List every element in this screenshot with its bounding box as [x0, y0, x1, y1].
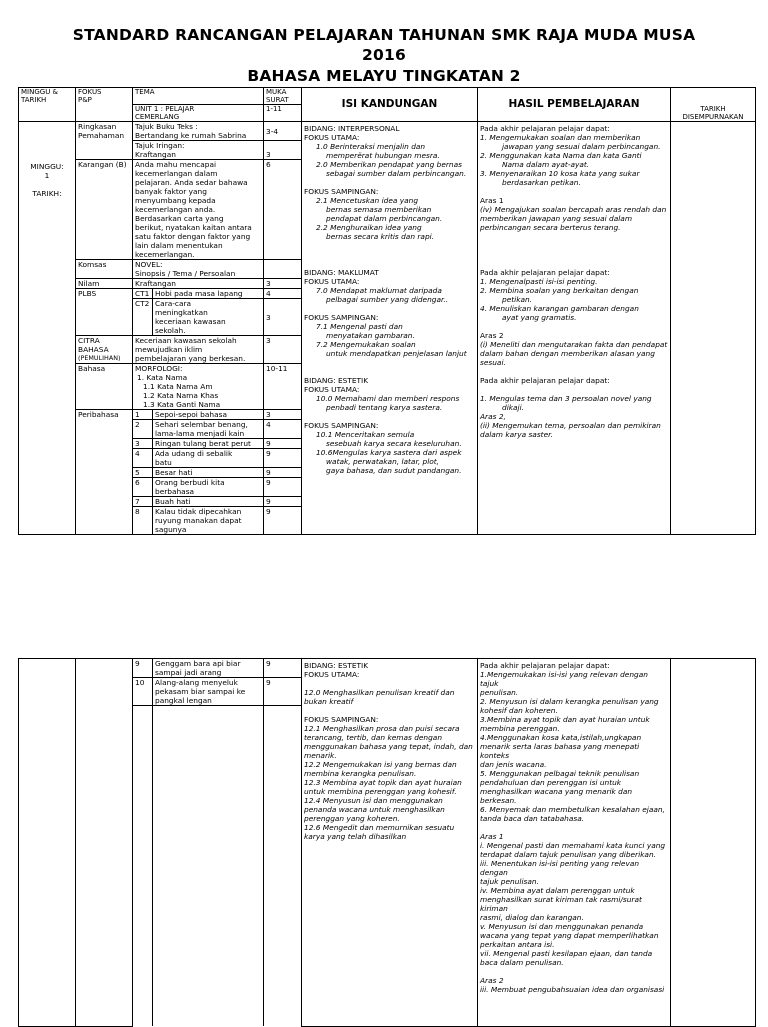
hasil-line: 4. Menuliskan karangan gambaran dengan [480, 304, 639, 313]
isi-line: 1.0 Berinteraksi menjalin dan [316, 142, 426, 151]
isi-bidang-estetik: BIDANG: ESTETIK [304, 376, 369, 385]
fokus-citra [76, 336, 133, 364]
isi-line: 2.1 Mencetuskan idea yang [316, 196, 419, 205]
isi-bidang-interpersonal: BIDANG: INTERPERSONAL [304, 124, 400, 133]
tema-line: berikut, nyatakan kaitan antara [135, 223, 252, 232]
isi-line: 7.1 Mengenal pasti dan [316, 322, 403, 331]
hasil-line: iv. Membina ayat dalam perenggan untuk [480, 886, 635, 895]
hasil-aras: Aras 2 [480, 331, 504, 340]
tema-komsas [133, 260, 264, 279]
isi-fokus-utama-2: FOKUS UTAMA: [304, 277, 360, 286]
tema-line: 1. Kata Nama [137, 373, 188, 382]
peri-num: 10 [133, 678, 153, 706]
tema-citra [133, 336, 264, 364]
hasil-line: dalam karya saster. [480, 430, 553, 439]
header-hasil-pembelajaran: HASIL PEMBELAJARAN [478, 88, 671, 122]
isi-line: 12.1 Menghasilkan prosa dan puisi secara [304, 724, 460, 733]
peri-num: 4 [133, 449, 153, 468]
peri-num: 1 [133, 410, 153, 420]
page-bahasa: 10-11 [264, 364, 302, 410]
hasil-line: 6. Menyemak dan membetulkan kesalahan ejaan, [480, 805, 665, 814]
hasil-line: 3. Menyenaraikan 10 kosa kata yang sukar [480, 169, 640, 178]
peri-text [153, 497, 264, 507]
isi-line: 12.3 Membina ayat topik dan ayat huraian [304, 778, 462, 787]
tema-iringan-2: Kraftangan [135, 150, 176, 159]
hasil-line: jawapan yang sesuai dalam perbincangan. [502, 142, 661, 151]
tema-line: 1.3 Kata Ganti Nama [143, 400, 221, 409]
fokus-ringkasan-2: Pemahaman [78, 131, 125, 140]
isi-fokus-sampingan-2: FOKUS SAMPINGAN: [304, 313, 379, 322]
peri-page: 9 [264, 439, 302, 449]
peri-line: Buah hati [155, 497, 191, 506]
hasil-line: membina perenggan. [480, 724, 560, 733]
isi-fokus-utama-1: FOKUS UTAMA: [304, 133, 360, 142]
hasil-line: berkesan. [480, 796, 517, 805]
header-minggu [19, 88, 76, 122]
hasil-line: vii. Mengenal pasti kesilapan ejaan, dan tanda [480, 949, 653, 958]
fokus-citra-1: CITRA [78, 336, 100, 345]
peri-line: Orang berbudi kita [155, 478, 225, 487]
week-cell [19, 122, 76, 535]
hasil-line: penulisan. [480, 688, 519, 697]
peri-line: pekasam biar sampai ke [155, 687, 246, 696]
tema-iringan [133, 141, 264, 160]
isi-line: menarik. [304, 751, 337, 760]
plan-table-2 [18, 658, 756, 1027]
peri-line: ruyung manakan dapat [155, 516, 242, 525]
header-tarikh2-text: TARIKH [700, 104, 726, 113]
isi-line: karya yang telah dihasilkan [304, 832, 407, 841]
peri-text [153, 659, 264, 678]
isi-kandungan-1 [302, 122, 478, 535]
tema-line: NOVEL: [135, 260, 163, 269]
isi-line: penbadi tentang karya sastera. [326, 403, 443, 412]
peri-page: 3 [264, 410, 302, 420]
tema-line: kecemerlangan. [135, 250, 195, 259]
page-citra: 3 [264, 336, 302, 364]
tema-line: pelajaran. Anda sedar bahawa [135, 178, 248, 187]
hasil-line: memberikan jawapan yang sesuai dalam [480, 214, 633, 223]
doc-title-line2: 2016 [362, 46, 406, 64]
hasil-heading: Pada akhir pelajaran pelajar dapat: [480, 124, 610, 133]
hasil-line: (iv) Mengajukan soalan bercapah aras rendah dan [480, 205, 667, 214]
peri-page: 4 [264, 420, 302, 439]
peri-line: lama-lama menjadi kain [155, 429, 245, 438]
peri-num-empty [133, 706, 153, 1027]
doc-title-line3: BAHASA MELAYU TINGKATAN 2 [247, 67, 521, 85]
fokus-bahasa: Bahasa [76, 364, 133, 410]
peri-line: berbahasa [155, 487, 195, 496]
tema-iringan-1: Tajuk Iringan: [135, 141, 185, 150]
peri-text [153, 410, 264, 420]
peri-num: 3 [133, 439, 153, 449]
hasil-line: 2. Membina soalan yang berkaitan dengan [480, 286, 639, 295]
peri-num: 2 [133, 420, 153, 439]
plbs-ct1: CT1 [133, 289, 153, 299]
isi-line: 10.1 Menceritakan semula [316, 430, 415, 439]
hasil-line: 3.Membina ayat topik dan ayat huraian untuk [480, 715, 650, 724]
hasil-pembelajaran-2 [478, 659, 671, 1027]
tema-line: meningkatkan [155, 308, 208, 317]
hasil-line: tajuk penulisan. [480, 877, 539, 886]
hasil-line: menghasilkan wacana yang menarik dan [480, 787, 633, 796]
doc-title-line1: STANDARD RANCANGAN PELAJARAN TAHUNAN SMK RAJA MUDA MUSA [72, 26, 696, 44]
isi-line: untuk membina perenggan yang kohesif. [304, 787, 457, 796]
isi-fokus-sampingan-3: FOKUS SAMPINGAN: [304, 421, 379, 430]
plbs-ct2: CT2 [133, 299, 153, 336]
isi-line: 10.0 Memahami dan memberi respons [316, 394, 460, 403]
peri-text-empty [153, 706, 264, 1027]
tema-ringkasan-2: Bertandang ke rumah Sabrina [135, 131, 247, 140]
hasil-heading: Pada akhir pelajaran pelajar dapat: [480, 268, 610, 277]
tema-bahasa [133, 364, 264, 410]
hasil-line: perbincangan secara berterus terang. [480, 223, 621, 232]
isi-line: membina kerangka penulisan. [304, 769, 417, 778]
isi-line: 10.6Mengulas karya sastera dari aspek [316, 448, 462, 457]
peri-line: Genggam bara api biar [155, 659, 241, 668]
hasil-line: iii. Menentukan isi-isi penting yang relevan dengan [480, 859, 640, 877]
peri-page: 9 [264, 478, 302, 497]
header-minggu-text: MINGGU & [21, 88, 58, 96]
hasil-line: 2. Menyusun isi dalam kerangka penulisan yang [480, 697, 659, 706]
peri-text [153, 420, 264, 439]
peri-line: batu [155, 458, 172, 467]
hasil-line: terdapat dalam tajuk penulisan yang diberikan. [480, 850, 656, 859]
hasil-line: 1.Mengemukakan isi-isi yang relevan dengan tajuk [480, 670, 648, 688]
hasil-aras: Aras 1 [480, 832, 504, 841]
tema-ringkasan-1: Tajuk Buku Teks : [135, 122, 198, 131]
header-pp-text: P&P [78, 96, 92, 104]
fokus-komsas: Komsas [76, 260, 133, 279]
hasil-line: rasmi, dialog dan karangan. [480, 913, 584, 922]
peri-line: Kalau tidak dipecahkan [155, 507, 242, 516]
tema-karangan [133, 160, 264, 260]
hasil-heading: Pada akhir pelajaran pelajar dapat: [480, 376, 610, 385]
isi-line: terancang, tertib, dan kemas dengan [304, 733, 443, 742]
page-ringkasan: 3-4 [264, 122, 302, 141]
hasil-line: petikan. [502, 295, 533, 304]
unit-page: 1-11 [264, 105, 302, 122]
week-number: 1 [44, 171, 50, 180]
isi-line: 2.2 Menghuraikan idea yang [316, 223, 422, 232]
hasil-line: v. Menyusun isi dan menggunakan penanda [480, 922, 644, 931]
tema-line: Keceriaan kawasan sekolah [135, 336, 237, 345]
hasil-line: 2. Menggunakan kata Nama dan kata Ganti [480, 151, 642, 160]
fokus-ringkasan-1: Ringkasan [78, 122, 117, 131]
peri-text [153, 468, 264, 478]
peri-num: 8 [133, 507, 153, 535]
peri-num: 5 [133, 468, 153, 478]
isi-kandungan-2 [302, 659, 478, 1027]
peri-line: sagunya [155, 525, 187, 534]
tema-line: 1.2 Kata Nama Khas [143, 391, 219, 400]
hasil-line: 1. Mengemukakan soalan dan memberikan [480, 133, 641, 142]
fokus-cell-2 [76, 659, 133, 1027]
hasil-line: Aras 2, [480, 412, 506, 421]
hasil-line: (ii) Mengemukan tema, persoalan dan pemikiran [480, 421, 661, 430]
tema-line: sekolah. [155, 326, 186, 335]
isi-line: 12.4 Menyusun isi dan menggunakan [304, 796, 443, 805]
hasil-heading: Pada akhir pelajaran pelajar dapat: [480, 661, 610, 670]
hasil-line: dalam bahan dengan memberikan alasan yang [480, 349, 655, 358]
tarikh-disempurnakan-2 [671, 659, 756, 1027]
hasil-line: ayat yang gramatis. [502, 313, 577, 322]
peri-line: sampai jadi arang [155, 668, 222, 677]
peri-num: 9 [133, 659, 153, 678]
fokus-karangan: Karangan (B) [76, 160, 133, 260]
peri-text [153, 439, 264, 449]
isi-line: 7.0 Mendapat maklumat daripada [316, 286, 442, 295]
isi-fokus-utama-3: FOKUS UTAMA: [304, 385, 360, 394]
isi-line: untuk mendapatkan penjelasan lanjut [326, 349, 467, 358]
header-tarikh-disempurnakan [671, 88, 756, 122]
isi-line: pendapat dalam perbincangan. [326, 214, 443, 223]
peri-page: 9 [264, 449, 302, 468]
tema-nilam: Kraftangan [133, 279, 264, 289]
tema-ringkasan [133, 122, 264, 141]
hasil-line: baca dalam penulisan. [480, 958, 564, 967]
unit-label: UNIT 1 : PELAJAR [135, 105, 195, 113]
isi-bidang-estetik-2: BIDANG: ESTETIK [304, 661, 369, 670]
header-tarikh-text: TARIKH [21, 96, 47, 104]
header-muka-text: MUKA [266, 88, 287, 96]
isi-line: menyatakan gambaran. [326, 331, 415, 340]
hasil-line: dikaji. [502, 403, 525, 412]
hasil-line: kohesif dan koheren. [480, 706, 558, 715]
isi-line: 2.0 Memberikan pendapat yang bernas [316, 160, 462, 169]
peri-text [153, 449, 264, 468]
isi-fokus-utama-4: FOKUS UTAMA: [304, 670, 360, 679]
hasil-line: i. Mengenal pasti dan memahami kata kunci yang [480, 841, 666, 850]
hasil-line: pendahuluan dan perenggan isi untuk [480, 778, 622, 787]
hasil-line: menarik serta laras bahasa yang menepati konteks [480, 742, 640, 760]
peri-page-empty [264, 706, 302, 1027]
header-fokus-text: FOKUS [78, 88, 102, 96]
week-tarikh-label: TARIKH: [32, 189, 62, 198]
unit-label2: CEMERLANG [135, 113, 180, 121]
hasil-line: 4.Menggunakan kosa kata,istilah,ungkapan [480, 733, 642, 742]
hasil-line: tanda baca dan tatabahasa. [480, 814, 585, 823]
fokus-nilam: Nilam [76, 279, 133, 289]
peri-page: 9 [264, 507, 302, 535]
hasil-line: 1. Mengenalpasti isi-isi penting. [480, 277, 598, 286]
unit-cell [133, 105, 264, 122]
tema-line: Anda mahu mencapai [135, 160, 217, 169]
peri-line: Alang-alang menyeluk [155, 678, 238, 687]
fokus-peribahasa: Peribahasa [76, 410, 133, 535]
hasil-aras: Aras 2 [480, 976, 504, 985]
hasil-line: 5. Menggunakan pelbagai teknik penulisan [480, 769, 640, 778]
isi-line: sesebuah karya secara keseluruhan. [326, 439, 462, 448]
peri-page: 9 [264, 678, 302, 706]
peri-line: pangkal lengan [155, 696, 212, 705]
plbs-ct1-text: Hobi pada masa lapang [153, 289, 264, 299]
peri-line: Sehari selembar benang, [155, 420, 248, 429]
peri-line: Ringan tulang berat perut [155, 439, 251, 448]
peri-line: Ada udang di sebalik [155, 449, 233, 458]
isi-line: 12.0 Menghasilkan penulisan kreatif dan [304, 688, 455, 697]
plbs-ct1-page: 4 [264, 289, 302, 299]
week-cell-2 [19, 659, 76, 1027]
peri-line: Besar hati [155, 468, 193, 477]
fokus-ringkasan [76, 122, 133, 160]
tema-line: lain dalam menentukan [135, 241, 223, 250]
tarikh-disempurnakan-1 [671, 122, 756, 535]
peri-page: 9 [264, 497, 302, 507]
tema-line: mewujudkan iklim [135, 345, 203, 354]
isi-fokus-sampingan-4: FOKUS SAMPINGAN: [304, 715, 379, 724]
fokus-plbs: PLBS [76, 289, 133, 336]
week-minggu-label: MINGGU: [30, 162, 64, 171]
hasil-line: Nama dalam ayat-ayat. [502, 160, 590, 169]
isi-line: bernas secara kritis dan rapi. [326, 232, 435, 241]
header-muka [264, 88, 302, 105]
tema-line: satu faktor dengan faktor yang [135, 232, 251, 241]
header-surat-text: SURAT [266, 96, 289, 104]
plbs-ct2-page: 3 [264, 299, 302, 336]
hasil-line: dan jenis wacana. [480, 760, 547, 769]
isi-line: memperërat hubungan mesra. [326, 151, 440, 160]
isi-bidang-maklumat: BIDANG: MAKLUMAT [304, 268, 379, 277]
page-karangan: 6 [264, 160, 302, 260]
peri-num: 6 [133, 478, 153, 497]
isi-line: bukan kreatif [304, 697, 354, 706]
isi-line: bernas semasa memberikan [326, 205, 432, 214]
fokus-citra-3: (PEMULIHAN) [78, 354, 121, 362]
hasil-aras: Aras 1 [480, 196, 504, 205]
fokus-citra-2: BAHASA [78, 345, 109, 354]
tema-line: Cara-cara [155, 299, 192, 308]
tema-line: pembelajaran yang berkesan. [135, 354, 246, 363]
tema-line: banyak faktor yang [135, 187, 207, 196]
page-iringan: 3 [264, 141, 302, 160]
hasil-line: perkaitan antara isi. [480, 940, 555, 949]
tema-line: MORFOLOGI: [135, 364, 183, 373]
tema-line: 1.1 Kata Nama Am [143, 382, 213, 391]
isi-line: sebagai sumber dalam perbincangan. [326, 169, 467, 178]
peri-num: 7 [133, 497, 153, 507]
hasil-line: menghasilkan surat kiriman tak rasmi/surat kiriman [480, 895, 642, 913]
tema-line: menyumbang kepada [135, 196, 216, 205]
isi-fokus-sampingan-1: FOKUS SAMPINGAN: [304, 187, 379, 196]
isi-line: perenggan yang koheren. [304, 814, 400, 823]
hasil-line: 1. Mengulas tema dan 3 persoalan novel yang [480, 394, 652, 403]
header-fokus [76, 88, 133, 122]
hasil-line: berdasarkan petikan. [502, 178, 581, 187]
tema-line: Berdasarkan carta yang [135, 214, 224, 223]
peri-page: 9 [264, 659, 302, 678]
peri-line: Sepoi-sepoi bahasa [155, 410, 227, 419]
header-tema: TEMA [133, 88, 264, 105]
isi-line: pelbagai sumber yang didengar.. [326, 295, 449, 304]
header-disempurnakan-text: DISEMPURNAKAN [682, 112, 744, 121]
peri-text [153, 678, 264, 706]
isi-line: 7.2 Mengemukakan soalan [316, 340, 416, 349]
isi-line: 12.2 Mengemukakan isi yang bernas dan [304, 760, 457, 769]
peri-text [153, 478, 264, 497]
hasil-line: iii. Membuat pengubahsuaian idea dan organisasi [480, 985, 665, 994]
hasil-line: sesuai. [480, 358, 506, 367]
isi-line: gaya bahasa, dan sudut pandangan. [326, 466, 462, 475]
tema-line: kecemerlangan dalam [135, 169, 218, 178]
isi-line: watak, perwatakan, latar, plot, [326, 457, 440, 466]
page-komsas [264, 260, 302, 279]
plan-table-1 [18, 87, 756, 535]
isi-line: penanda wacana untuk menghasilkan [304, 805, 445, 814]
isi-line: menggunakan bahasa yang tepat, indah, dan [304, 742, 473, 751]
hasil-line: wacana yang tepat yang dapat memperlihatkan [480, 931, 659, 940]
tema-line: keceriaan kawasan [155, 317, 226, 326]
peri-text [153, 507, 264, 535]
tema-line: Sinopsis / Tema / Persoalan [135, 269, 236, 278]
hasil-line: (i) Meneliti dan mengutarakan fakta dan pendapat [480, 340, 668, 349]
plbs-ct2-text [153, 299, 264, 336]
header-row [19, 88, 756, 105]
isi-line: 12.6 Mengedit dan memurnikan sesuatu [304, 823, 455, 832]
hasil-pembelajaran-1 [478, 122, 671, 535]
page-nilam: 3 [264, 279, 302, 289]
peri-page: 9 [264, 468, 302, 478]
tema-line: kecemerlangan anda. [135, 205, 216, 214]
header-isi-kandungan: ISI KANDUNGAN [302, 88, 478, 122]
